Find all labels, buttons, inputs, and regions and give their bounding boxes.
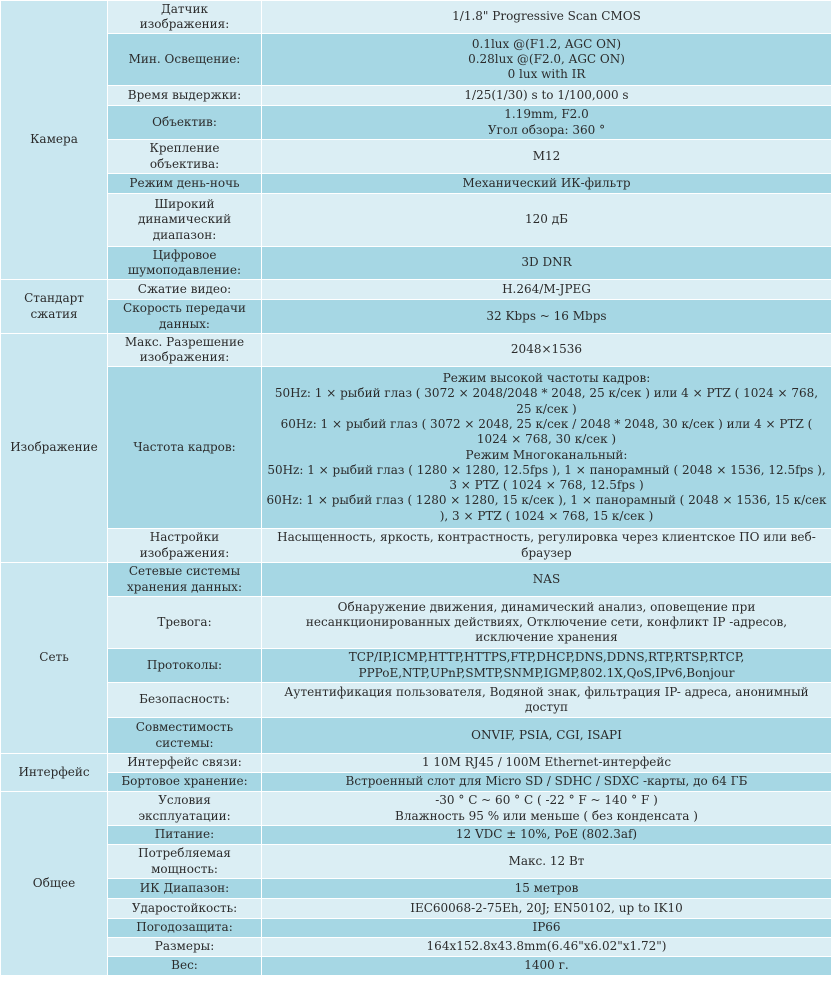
spec-row [1, 845, 831, 879]
spec-row [1, 879, 831, 899]
spec-label: Протоколы: [108, 649, 262, 683]
spec-row [1, 334, 831, 367]
spec-value: NAS [262, 563, 831, 597]
spec-value: M12 [262, 140, 831, 174]
spec-value: 2048×1536 [262, 334, 831, 367]
spec-label: Объектив: [108, 106, 262, 140]
spec-row [1, 34, 831, 86]
spec-value: IEC60068-2-75Eh, 20J; EN50102, up to IK10 [262, 899, 831, 919]
spec-label: Цифровое шумоподавление: [108, 247, 262, 280]
spec-value: Встроенный слот для Micro SD / SDHC / SDXC -карты, до 64 ГБ [262, 773, 831, 792]
spec-value: 32 Kbps ~ 16 Mbps [262, 300, 831, 334]
spec-row [1, 280, 831, 300]
spec-label: Совместимость системы: [108, 718, 262, 754]
spec-label: Мин. Освещение: [108, 34, 262, 86]
spec-label: Частота кадров: [108, 367, 262, 529]
spec-label: Скорость передачи данных: [108, 300, 262, 334]
spec-row [1, 1, 831, 34]
spec-row [1, 194, 831, 247]
spec-row [1, 754, 831, 773]
spec-row [1, 649, 831, 683]
section-name: Общее [1, 792, 108, 976]
spec-value: Механический ИК-фильтр [262, 174, 831, 194]
section-name: Сеть [1, 563, 108, 754]
spec-value: 1400 г. [262, 957, 831, 976]
section-name: Стандарт сжатия [1, 280, 108, 334]
section-name: Интерфейс [1, 754, 108, 792]
spec-label: Бортовое хранение: [108, 773, 262, 792]
spec-value: Обнаружение движения, динамический анализ, оповещение при несанкционированных действиях, Отключение сети, конфликт IP -адресов, исключение хранения [262, 597, 831, 649]
spec-row [1, 563, 831, 597]
spec-value: TCP/IP,ICMP,HTTP,HTTPS,FTP,DHCP,DNS,DDNS,RTP,RTSP,RTCP, PPPoE,NTP,UPnP,SMTP,SNMP,IGMP,802.1X,QoS,IPv6,Bonjour [262, 649, 831, 683]
spec-row [1, 792, 831, 826]
spec-value: IP66 [262, 919, 831, 938]
spec-value: 120 дБ [262, 194, 831, 247]
spec-value: 1.19mm, F2.0 Угол обзора: 360 ° [262, 106, 831, 140]
spec-value: 3D DNR [262, 247, 831, 280]
spec-label: Размеры: [108, 938, 262, 957]
spec-label: Питание: [108, 826, 262, 845]
spec-label: Настройки изображения: [108, 529, 262, 563]
spec-label: Тревога: [108, 597, 262, 649]
spec-label: Режим день-ночь [108, 174, 262, 194]
spec-value: 1/25(1/30) s to 1/100,000 s [262, 86, 831, 106]
spec-row [1, 367, 831, 529]
spec-row [1, 86, 831, 106]
spec-label: Безопасность: [108, 683, 262, 718]
spec-row [1, 826, 831, 845]
spec-row [1, 174, 831, 194]
spec-label: Погодозащита: [108, 919, 262, 938]
spec-label: Крепление объектива: [108, 140, 262, 174]
spec-label: Потребляемая мощность: [108, 845, 262, 879]
spec-value: H.264/M-JPEG [262, 280, 831, 300]
spec-value: 1 10M RJ45 / 100M Ethernet-интерфейс [262, 754, 831, 773]
spec-row [1, 938, 831, 957]
spec-value: 15 метров [262, 879, 831, 899]
spec-label: Интерфейс связи: [108, 754, 262, 773]
spec-row [1, 773, 831, 792]
spec-table-body [1, 1, 831, 976]
spec-value: Макс. 12 Вт [262, 845, 831, 879]
spec-row [1, 718, 831, 754]
spec-value: ONVIF, PSIA, CGI, ISAPI [262, 718, 831, 754]
spec-row [1, 300, 831, 334]
spec-label: Сетевые системы хранения данных: [108, 563, 262, 597]
spec-value: 164x152.8x43.8mm(6.46"x6.02"x1.72") [262, 938, 831, 957]
spec-row [1, 597, 831, 649]
spec-label: Условия эксплуатации: [108, 792, 262, 826]
spec-label: ИК Диапазон: [108, 879, 262, 899]
spec-value: Режим высокой частоты кадров: 50Hz: 1 × рыбий глаз ( 3072 × 2048/2048 * 2048, 25 к/сек ) или 4 × PTZ ( 1024 × 768, 25 к/сек ) 60Hz: 1 × рыбий глаз ( 3072 × 2048, 25 к/сек / 2048 * 2048, 30 к/сек ) или 4 × PTZ ( 1024 × 768, 30 к/сек ) Режим Многоканальный: 50Hz: 1 × рыбий глаз ( 1280 × 1280, 12.5fps ), 1 × панорамный ( 2048 × 1536, 12.5fps ), 3 × PTZ ( 1024 × 768, 12.5fps ) 60Hz: 1 × рыбий глаз ( 1280 × 1280, 15 к/сек ), 1 × панорамный ( 2048 × 1536, 15 к/сек ), 3 × PTZ ( 1024 × 768, 15 к/сек ) [262, 367, 831, 529]
section-name: Камера [1, 1, 108, 280]
spec-row [1, 957, 831, 976]
spec-label: Ударостойкость: [108, 899, 262, 919]
spec-value: Насыщенность, яркость, контрастность, регулировка через клиентское ПО или веб-браузер [262, 529, 831, 563]
spec-row [1, 247, 831, 280]
spec-label: Сжатие видео: [108, 280, 262, 300]
spec-label: Макс. Разрешение изображения: [108, 334, 262, 367]
spec-value: 0.1lux @(F1.2, AGC ON) 0.28lux @(F2.0, AGC ON) 0 lux with IR [262, 34, 831, 86]
spec-row [1, 899, 831, 919]
spec-value: 1/1.8" Progressive Scan CMOS [262, 1, 831, 34]
spec-label: Вес: [108, 957, 262, 976]
spec-row [1, 106, 831, 140]
spec-row [1, 529, 831, 563]
spec-row [1, 140, 831, 174]
spec-value: -30 ° C ~ 60 ° C ( -22 ° F ~ 140 ° F ) Влажность 95 % или меньше ( без конденсата ) [262, 792, 831, 826]
spec-value: 12 VDC ± 10%, PoE (802.3af) [262, 826, 831, 845]
spec-row [1, 919, 831, 938]
spec-row [1, 683, 831, 718]
spec-label: Датчик изображения: [108, 1, 262, 34]
spec-label: Время выдержки: [108, 86, 262, 106]
spec-value: Аутентификация пользователя, Водяной знак, фильтрация IP- адреса, анонимный доступ [262, 683, 831, 718]
section-name: Изображение [1, 334, 108, 563]
spec-label: Широкий динамический диапазон: [108, 194, 262, 247]
